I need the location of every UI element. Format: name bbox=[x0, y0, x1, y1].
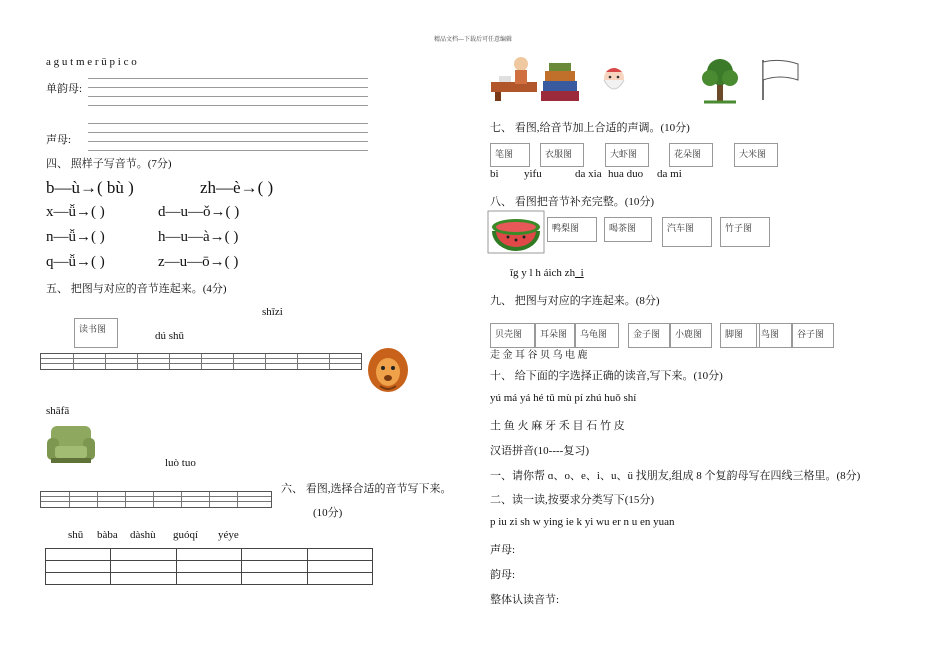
q8-box-1 bbox=[547, 217, 597, 242]
review-zhengti-label: 整体认读音节: bbox=[490, 594, 560, 606]
q7-box-3 bbox=[605, 143, 649, 167]
q10-pinyin: yú má yá hé tǔ mù pí zhú huǒ shí bbox=[490, 392, 637, 404]
q8-title: 八、 看图把音节补充完整。(10分) bbox=[490, 196, 655, 208]
q10-title: 十、 给下面的字选择正确的读音,写下来。(10分) bbox=[490, 370, 723, 382]
q9-box-1 bbox=[490, 323, 535, 348]
q9-title: 九、 把图与对应的字连起来。(8分) bbox=[490, 295, 660, 307]
answer-cell[interactable] bbox=[176, 549, 241, 561]
answer-cell[interactable] bbox=[242, 573, 307, 585]
letter-list: a g u t m e r ü p i c o bbox=[46, 56, 137, 68]
dushu-syllable: dú shū bbox=[155, 330, 185, 342]
q4-row-3-right: h—u—à→( ) bbox=[158, 229, 239, 245]
writing-line bbox=[88, 78, 368, 79]
page-header: 精品文档---下载后可任意编辑 bbox=[434, 37, 512, 43]
q5-title: 五、 把图与对应的音节连起来。(4分) bbox=[46, 283, 227, 295]
q7-box-4 bbox=[669, 143, 713, 167]
q7-box-1 bbox=[490, 143, 530, 167]
studying-person-icon bbox=[489, 52, 539, 102]
shizi-syllable: shīzi bbox=[262, 306, 283, 318]
answer-cell[interactable] bbox=[242, 561, 307, 573]
review-shengmu-label: 声母: bbox=[490, 544, 516, 556]
q4-row-2-left: x—ǚ→( ) bbox=[46, 204, 105, 220]
review-title: 汉语拼音(10----复习) bbox=[490, 445, 589, 457]
q7-box-label: 大虾图 bbox=[610, 149, 638, 159]
shengmu-label: 声母: bbox=[46, 134, 72, 146]
q8-syllable-line bbox=[510, 267, 584, 279]
q8-syllable-text: īg y l h áich zh bbox=[510, 267, 576, 279]
q6-answer-table bbox=[45, 548, 373, 585]
four-line-grid-2 bbox=[40, 491, 272, 508]
q7-box-5 bbox=[734, 143, 778, 167]
q4-row-4-left: q—ǚ→( ) bbox=[46, 254, 105, 270]
q9-box-label: 耳朵图 bbox=[540, 329, 568, 339]
writing-line bbox=[88, 141, 368, 142]
q7-box-label: 花朵图 bbox=[674, 149, 702, 159]
sofa-icon bbox=[45, 422, 97, 466]
q9-box-4 bbox=[628, 323, 670, 348]
q4-title: 四、 照样子写音节。(7分) bbox=[46, 158, 172, 170]
shafa-syllable: shāfā bbox=[46, 405, 70, 417]
review-q2: 二、读一读,按要求分类写下(15分) bbox=[490, 494, 655, 506]
q9-box-label: 小鹿图 bbox=[675, 329, 703, 339]
q4-row-3-left: n—ǚ→( ) bbox=[46, 229, 105, 245]
q7-syllable-3: da xia bbox=[575, 168, 602, 180]
q9-box-label: 谷子图 bbox=[797, 329, 825, 339]
q7-syllable-2: yifu bbox=[524, 168, 542, 180]
answer-cell[interactable] bbox=[46, 549, 111, 561]
q7-box-label: 衣服图 bbox=[545, 149, 573, 159]
answer-cell[interactable] bbox=[111, 549, 176, 561]
writing-line bbox=[88, 87, 368, 88]
dushu-picture-box bbox=[74, 318, 118, 348]
writing-line bbox=[88, 132, 368, 133]
answer-cell[interactable] bbox=[46, 561, 111, 573]
writing-line bbox=[88, 96, 368, 97]
q9-box-label: 贝壳图 bbox=[495, 329, 523, 339]
answer-cell[interactable] bbox=[111, 561, 176, 573]
q8-box-label: 汽车图 bbox=[667, 223, 695, 233]
answer-cell[interactable] bbox=[111, 573, 176, 585]
answer-cell[interactable] bbox=[307, 549, 372, 561]
review-q1: 一、请你帮 ɑ、o、e、i、u、ü 找朋友,组成 8 个复韵母写在四线三格里。(8分) bbox=[490, 470, 861, 482]
writing-line bbox=[88, 150, 368, 151]
answer-cell[interactable] bbox=[307, 561, 372, 573]
review-q2-letters: p iu zi sh w ying ie k yi wu er n u en yuan bbox=[490, 516, 675, 528]
q7-box-label: 笔图 bbox=[495, 149, 514, 159]
q6-word-4: guóqí bbox=[173, 529, 199, 541]
q6-word-5: yéye bbox=[218, 529, 239, 541]
q4-row-2-right: d—u—ǒ→( ) bbox=[158, 204, 240, 220]
q9-box-8 bbox=[792, 323, 834, 348]
lion-icon bbox=[366, 346, 410, 398]
grandpa-face-icon bbox=[600, 64, 628, 98]
danyunmu-label: 单韵母: bbox=[46, 83, 83, 95]
answer-cell[interactable] bbox=[176, 561, 241, 573]
q9-box-6 bbox=[720, 323, 760, 348]
q6-word-1: shū bbox=[68, 529, 84, 541]
q6-score: (10分) bbox=[313, 507, 343, 519]
review-yunmu-label: 韵母: bbox=[490, 569, 516, 581]
q6-word-2: bàba bbox=[97, 529, 118, 541]
tree-icon bbox=[698, 54, 742, 106]
answer-cell[interactable] bbox=[176, 573, 241, 585]
q7-syllable-4: hua duo bbox=[608, 168, 644, 180]
four-line-grid bbox=[40, 353, 362, 370]
q9-box-label: 脚图 bbox=[725, 329, 744, 339]
q4-row-4-right: z—u—ō→( ) bbox=[158, 254, 239, 270]
q6-title: 六、 看图,选择合适的音节写下来。 bbox=[281, 483, 452, 495]
q9-box-7 bbox=[756, 323, 792, 348]
books-icon bbox=[539, 63, 581, 105]
q10-characters: 土 鱼 火 麻 牙 禾 目 石 竹 皮 bbox=[490, 420, 625, 432]
q8-box-3 bbox=[662, 217, 712, 247]
answer-cell[interactable] bbox=[242, 549, 307, 561]
q9-box-3 bbox=[575, 323, 619, 348]
q7-box-label: 大米图 bbox=[739, 149, 767, 159]
q4-row-1-left: b—ù→( bù ) bbox=[46, 178, 134, 197]
q8-box-label: 竹子图 bbox=[725, 223, 753, 233]
q9-box-5 bbox=[670, 323, 712, 348]
q7-box-2 bbox=[540, 143, 584, 167]
luotuo-syllable: luò tuo bbox=[165, 457, 196, 469]
dushu-picture-label: 读书图 bbox=[79, 324, 107, 334]
answer-cell[interactable] bbox=[307, 573, 372, 585]
answer-cell[interactable] bbox=[46, 573, 111, 585]
q9-box-2 bbox=[535, 323, 575, 348]
q6-word-3: dàshù bbox=[130, 529, 156, 541]
writing-line bbox=[88, 123, 368, 124]
watermelon-icon bbox=[488, 211, 544, 253]
writing-line bbox=[88, 105, 368, 106]
q9-box-label: 鸟图 bbox=[761, 329, 780, 339]
q7-title: 七、 看图,给音节加上合适的声调。(10分) bbox=[490, 122, 690, 134]
q7-syllable-5: da mi bbox=[657, 168, 682, 180]
q8-box-label: 鸭梨图 bbox=[552, 223, 580, 233]
q8-box-4 bbox=[720, 217, 770, 247]
q8-box-2 bbox=[604, 217, 652, 242]
q9-box-label: 金子图 bbox=[633, 329, 661, 339]
q9-box-label: 乌龟图 bbox=[580, 329, 608, 339]
q8-box-label: 喝茶图 bbox=[609, 223, 637, 233]
q9-characters: 走 金 耳 谷 贝 乌 电 鹿 bbox=[490, 350, 588, 361]
q7-syllable-1: bi bbox=[490, 168, 499, 180]
q8-syllable-blank[interactable]: _i bbox=[575, 267, 584, 279]
q4-row-1-right: zh—è→( ) bbox=[200, 178, 274, 197]
flag-icon bbox=[760, 58, 800, 102]
